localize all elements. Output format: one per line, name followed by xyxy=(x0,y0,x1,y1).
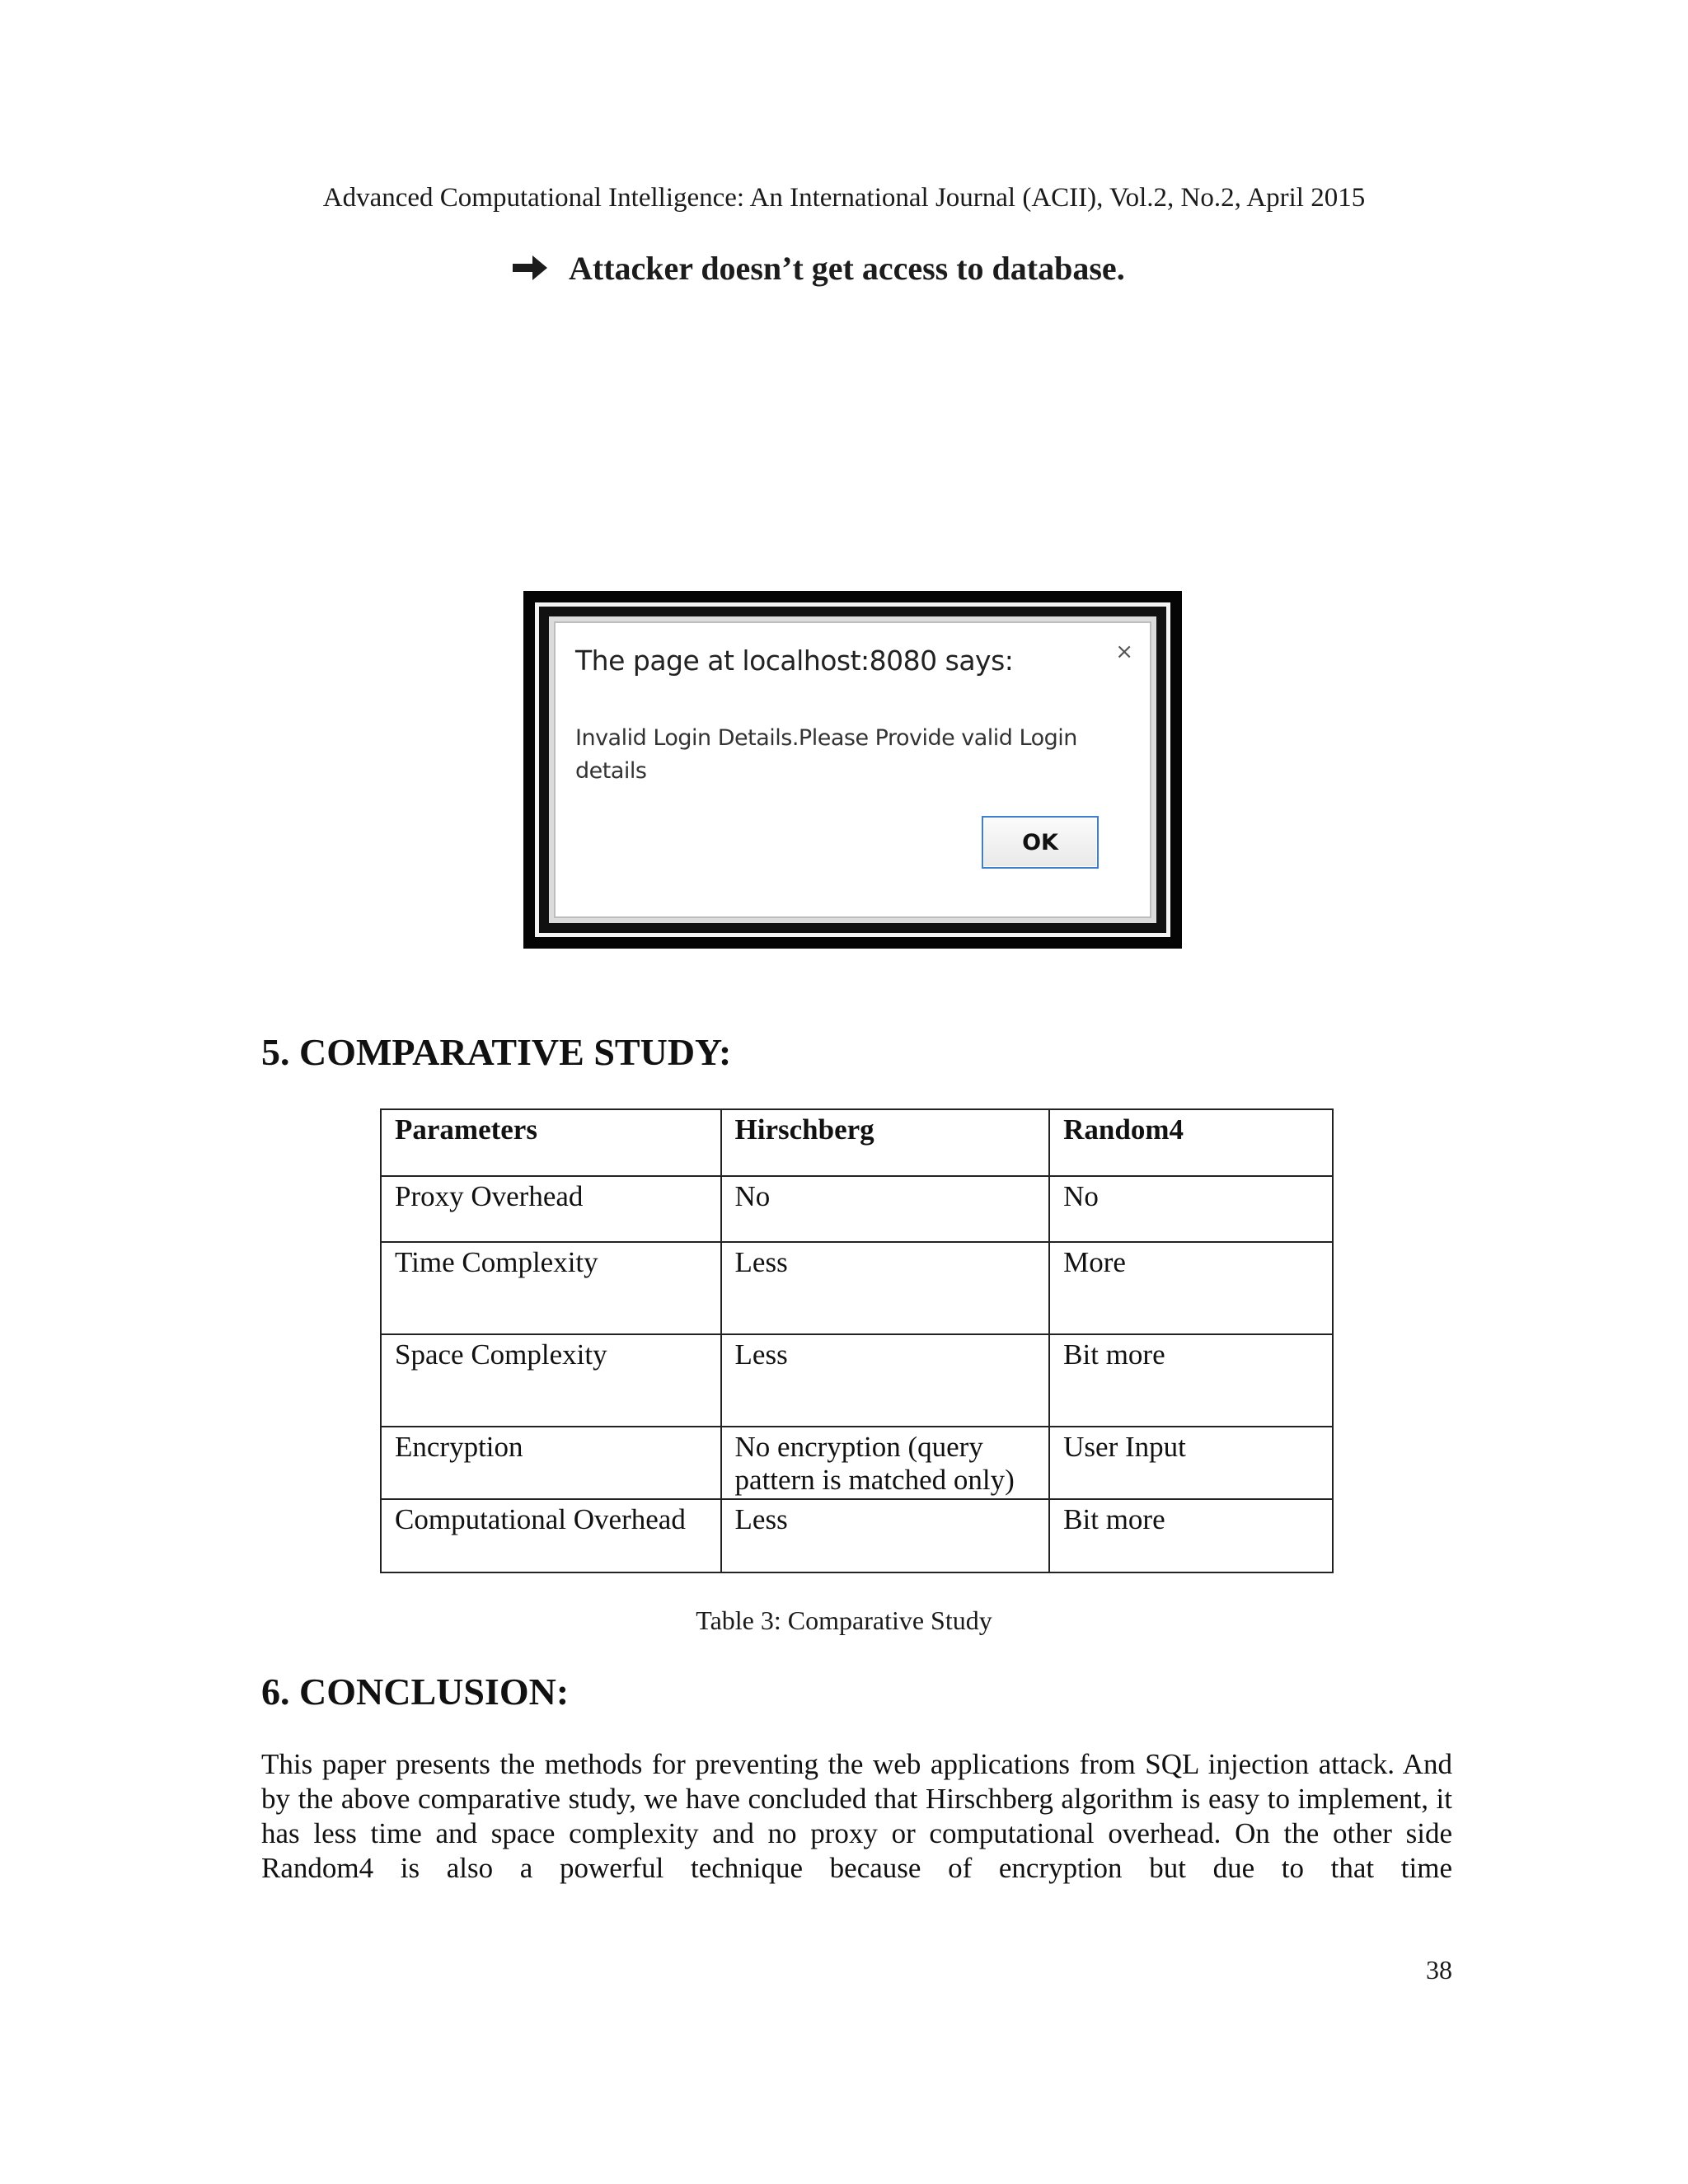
page-number: 38 xyxy=(1426,1955,1452,1985)
comparative-table xyxy=(380,1108,1334,1573)
table-cell: User Input xyxy=(1049,1427,1333,1499)
table-header-cell: Random4 xyxy=(1049,1109,1333,1176)
table-cell: Bit more xyxy=(1049,1334,1333,1427)
section-heading-conclusion: 6. CONCLUSION: xyxy=(261,1671,570,1713)
table-cell: Computational Overhead xyxy=(381,1499,721,1572)
conclusion-paragraph: This paper presents the methods for preventing the web applications from SQL injection attack. And by the above comparative study, we have concluded that Hirschberg algorithm is easy to implement, it has less time and space complexity and no proxy or computational overhead. On the other side Random4 is also a powerful technique because of encryption but due to that time xyxy=(261,1748,1452,1884)
table-cell: Less xyxy=(721,1499,1050,1572)
table-cell: No xyxy=(721,1176,1050,1242)
table-header-row xyxy=(381,1109,1333,1176)
table-cell: More xyxy=(1049,1242,1333,1334)
table-cell: Space Complexity xyxy=(381,1334,721,1427)
table-row xyxy=(381,1176,1333,1242)
bullet-line xyxy=(511,249,1125,288)
table-row xyxy=(381,1499,1333,1572)
arrow-right-icon xyxy=(511,253,549,283)
table-header-cell: Hirschberg xyxy=(721,1109,1050,1176)
ok-button[interactable]: OK xyxy=(982,816,1099,869)
table-cell: Less xyxy=(721,1334,1050,1427)
section-heading-comparative-study: 5. COMPARATIVE STUDY: xyxy=(261,1031,732,1073)
table-cell: Encryption xyxy=(381,1427,721,1499)
table-cell: No encryption (query pattern is matched only) xyxy=(721,1427,1050,1499)
bullet-text: Attacker doesn’t get access to database. xyxy=(569,250,1125,287)
table-cell: Proxy Overhead xyxy=(381,1176,721,1242)
table-header-cell: Parameters xyxy=(381,1109,721,1176)
table-row xyxy=(381,1334,1333,1427)
table-cell: Time Complexity xyxy=(381,1242,721,1334)
dialog-border xyxy=(535,602,1170,937)
table-row xyxy=(381,1427,1333,1499)
close-icon[interactable]: × xyxy=(1115,640,1133,664)
table-caption: Table 3: Comparative Study xyxy=(696,1605,992,1635)
dialog-title: The page at localhost:8080 says: xyxy=(575,644,1014,677)
table-row xyxy=(381,1242,1333,1334)
table-cell: Less xyxy=(721,1242,1050,1334)
alert-dialog xyxy=(549,616,1156,923)
table-cell: No xyxy=(1049,1176,1333,1242)
alert-dialog-screenshot xyxy=(523,591,1182,949)
running-header: Advanced Computational Intelligence: An International Journal (ACII), Vol.2, No.2, April 2015 xyxy=(322,183,1366,213)
table-cell: Bit more xyxy=(1049,1499,1333,1572)
dialog-message: Invalid Login Details.Please Provide valid Login details xyxy=(575,725,1077,784)
